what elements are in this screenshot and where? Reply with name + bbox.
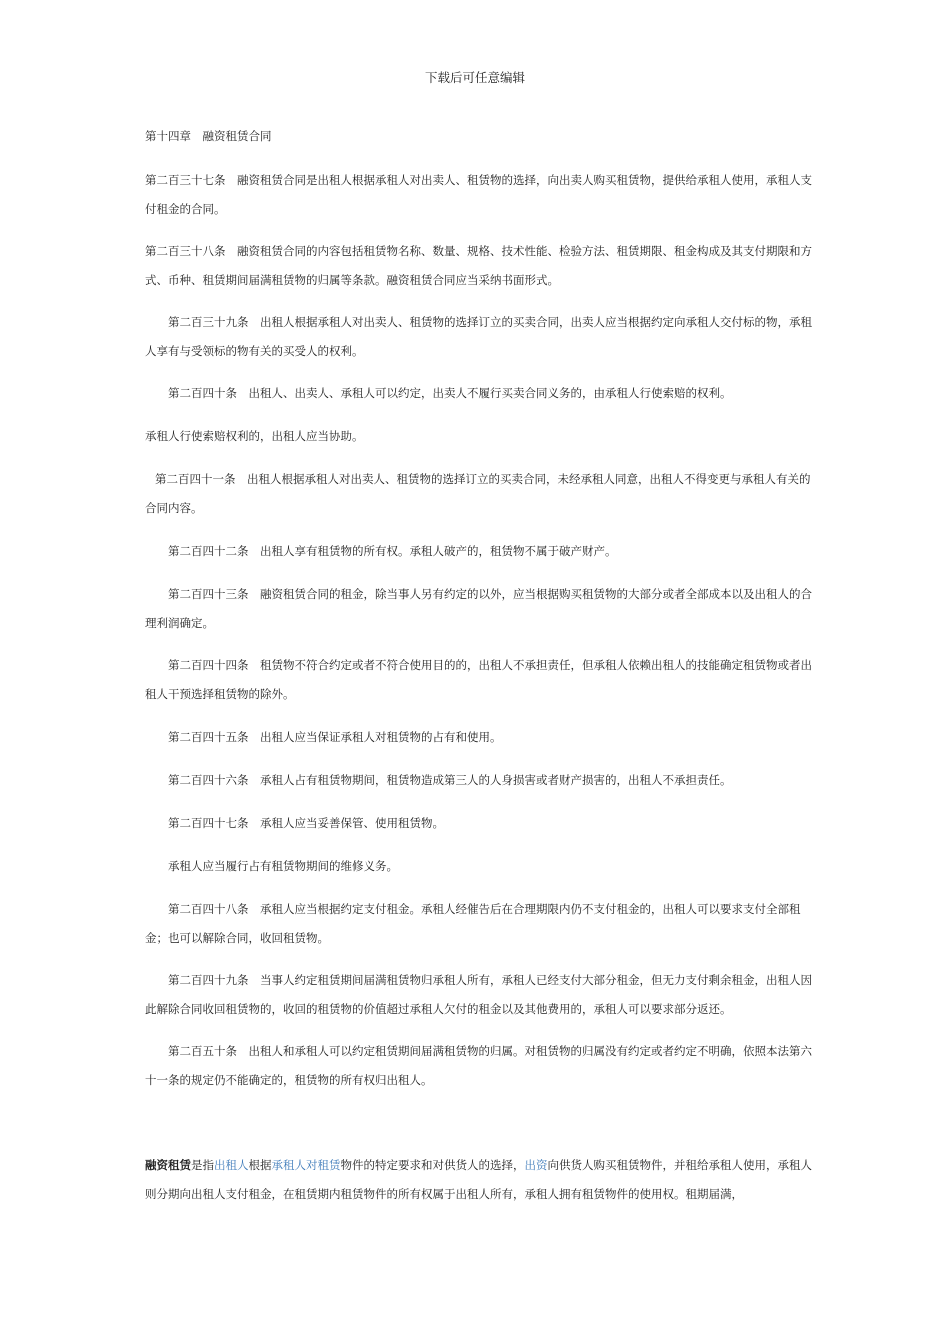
article-237: 第二百三十七条 融资租赁合同是出租人根据承租人对出卖人、租赁物的选择，向出卖人购买租赁物，提供给承租人使用，承租人支付租金的合同。 bbox=[145, 173, 812, 216]
article-244: 第二百四十四条 租赁物不符合约定或者不符合使用目的的，出租人不承担责任，但承租人依赖出租人的技能确定租赁物或者出租人干预选择租赁物的除外。 bbox=[145, 658, 812, 701]
link-lessee[interactable]: 承租人 bbox=[271, 1158, 306, 1172]
article-243: 第二百四十三条 融资租赁合同的租金，除当事人另有约定的以外，应当根据购买租赁物的大部分或者全部成本以及出租人的合理利润确定。 bbox=[145, 587, 812, 630]
article-250: 第二百五十条 出租人和承租人可以约定租赁期间届满租赁物的归属。对租赁物的归属没有约定或者约定不明确，依照本法第六十一条的规定仍不能确定的，租赁物的所有权归出租人。 bbox=[145, 1044, 812, 1087]
article-240-clause-2: 承租人行使索赔权利的，出租人应当协助。 bbox=[145, 429, 364, 443]
definition-text: 是指 bbox=[191, 1158, 214, 1172]
article-248: 第二百四十八条 承租人应当根据约定支付租金。承租人经催告后在合理期限内仍不支付租金的，出租人可以要求支付全部租金；也可以解除合同，收回租赁物。 bbox=[145, 902, 801, 945]
article-238: 第二百三十八条 融资租赁合同的内容包括租赁物名称、数量、规格、技术性能、检验方法、租赁期限、租金构成及其支付期限和方式、币种、租赁期间届满租赁物的归属等条款。融资租赁合同应当采纳书面形式。 bbox=[145, 244, 812, 287]
definition-text: 物件的特定要求和对供货人的选择， bbox=[340, 1158, 525, 1172]
definition-term: 融资租赁 bbox=[145, 1158, 191, 1172]
article-240: 第二百四十条 出租人、出卖人、承租人可以约定，出卖人不履行买卖合同义务的，由承租人行使索赔的权利。 bbox=[168, 386, 732, 400]
link-lease[interactable]: 租赁 bbox=[317, 1158, 341, 1172]
article-242: 第二百四十二条 出租人享有租赁物的所有权。承租人破产的，租赁物不属于破产财产。 bbox=[168, 544, 617, 558]
definition-text: 根据 bbox=[248, 1158, 272, 1172]
article-247: 第二百四十七条 承租人应当妥善保管、使用租赁物。 bbox=[168, 816, 444, 830]
chapter-title: 第十四章 融资租赁合同 bbox=[145, 129, 272, 143]
article-241: 第二百四十一条 出租人根据承租人对出卖人、租赁物的选择订立的买卖合同，未经承租人同意，出租人不得变更与承租人有关的合同内容。 bbox=[145, 472, 811, 515]
definition-paragraph bbox=[145, 1151, 815, 1209]
definition-text: 向供货人购买租赁物件，并租给承租人使用，承租人则分期向出租人支付租金，在租赁期内租赁物件的所有权属于出租人所有，承租人拥有租赁物件的使用权。租期届满， bbox=[145, 1158, 812, 1201]
article-246: 第二百四十六条 承租人占有租赁物期间，租赁物造成第三人的人身损害或者财产损害的，出租人不承担责任。 bbox=[168, 773, 732, 787]
link-lessor[interactable]: 出租人 bbox=[214, 1158, 249, 1172]
article-247-clause-2: 承租人应当履行占有租赁物期间的维修义务。 bbox=[168, 859, 398, 873]
link-investment[interactable]: 出资 bbox=[524, 1158, 548, 1172]
link-dui[interactable]: 对 bbox=[306, 1158, 318, 1172]
page-header: 下载后可任意编辑 bbox=[424, 70, 525, 85]
article-249: 第二百四十九条 当事人约定租赁期间届满租赁物归承租人所有，承租人已经支付大部分租金，但无力支付剩余租金，出租人因此解除合同收回租赁物的，收回的租赁物的价值超过承租人欠付的租金以及其他费用的，承租人可以要求部分返还。 bbox=[145, 973, 812, 1016]
article-245: 第二百四十五条 出租人应当保证承租人对租赁物的占有和使用。 bbox=[168, 730, 502, 744]
article-239: 第二百三十九条 出租人根据承租人对出卖人、租赁物的选择订立的买卖合同，出卖人应当根据约定向承租人交付标的物，承租人享有与受领标的物有关的买受人的权利。 bbox=[145, 315, 812, 358]
